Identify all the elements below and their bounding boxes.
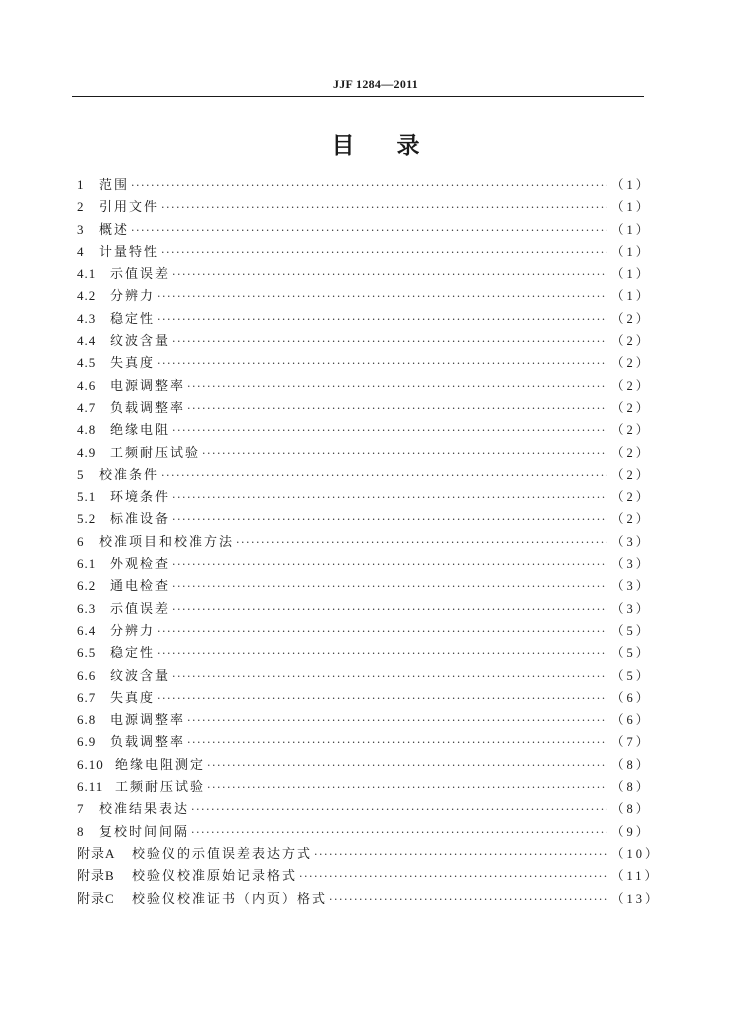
toc-entry[interactable] bbox=[77, 219, 652, 241]
toc-entry[interactable] bbox=[77, 754, 652, 776]
toc-entry-page: （1） bbox=[611, 244, 652, 259]
toc-entry-number: 7 bbox=[77, 801, 85, 817]
toc-dot-leader bbox=[172, 599, 607, 621]
toc-entry-title: 校准结果表达 bbox=[99, 802, 190, 818]
toc-entry-title: 稳定性 bbox=[110, 646, 156, 662]
toc-dot-leader bbox=[172, 509, 607, 531]
toc-entry-title: 标准设备 bbox=[110, 512, 171, 528]
toc-dot-leader bbox=[172, 487, 607, 509]
toc-entry-page: （5） bbox=[611, 646, 652, 661]
toc-entry[interactable] bbox=[77, 687, 652, 709]
toc-entry-title: 电源调整率 bbox=[110, 378, 186, 394]
toc-entry-title: 分辨力 bbox=[110, 623, 156, 639]
toc-entry[interactable] bbox=[77, 776, 652, 798]
toc-entry-page: （1） bbox=[611, 178, 652, 192]
toc-entry-title: 校验仪的示值误差表达方式 bbox=[132, 846, 313, 862]
toc-dot-leader bbox=[299, 866, 607, 888]
toc-entry-page: （2） bbox=[611, 490, 652, 505]
toc-entry[interactable] bbox=[77, 865, 661, 887]
toc-entry-number: 4.7 bbox=[77, 399, 97, 415]
toc-entry-number: 4.9 bbox=[77, 444, 97, 460]
toc-entry-page: （13） bbox=[611, 891, 661, 906]
toc-dot-leader bbox=[172, 666, 607, 688]
toc-dot-leader bbox=[161, 465, 607, 487]
toc-entry-number: 附录B bbox=[77, 868, 115, 884]
toc-entry-number: 8 bbox=[77, 823, 85, 839]
toc-dot-leader bbox=[161, 242, 607, 264]
toc-entry-page: （3） bbox=[611, 601, 652, 616]
toc-dot-leader bbox=[157, 286, 607, 308]
toc-entry-title: 绝缘电阻 bbox=[110, 423, 171, 439]
toc-dot-leader bbox=[236, 532, 607, 554]
toc-entry-title: 失真度 bbox=[110, 356, 156, 372]
toc-dot-leader bbox=[314, 844, 607, 866]
toc-dot-leader bbox=[329, 889, 607, 911]
toc-entry-number: 6.7 bbox=[77, 689, 97, 705]
toc-entry-page: （2） bbox=[611, 445, 652, 460]
toc-entry-page: （5） bbox=[611, 623, 652, 638]
toc-entry[interactable] bbox=[77, 665, 652, 687]
toc-entry[interactable] bbox=[77, 798, 652, 820]
toc-entry-page: （8） bbox=[611, 757, 652, 772]
toc-entry-title: 负载调整率 bbox=[110, 400, 186, 416]
toc-dot-leader bbox=[187, 710, 607, 732]
toc-entry-number: 4 bbox=[77, 243, 85, 259]
toc-dot-leader bbox=[157, 621, 607, 643]
toc-entry-number: 6.11 bbox=[77, 779, 104, 795]
toc-dot-leader bbox=[172, 331, 607, 353]
toc-dot-leader bbox=[202, 443, 607, 465]
toc-entry-title: 纹波含量 bbox=[110, 334, 171, 350]
toc-entry-title: 失真度 bbox=[110, 690, 156, 706]
toc-entry-page: （2） bbox=[611, 512, 652, 527]
toc-entry-page: （8） bbox=[611, 802, 652, 817]
toc-entry[interactable] bbox=[77, 308, 652, 330]
toc-entry-page: （1） bbox=[611, 267, 652, 282]
toc-entry-number: 6.10 bbox=[77, 756, 104, 772]
toc-entry[interactable] bbox=[77, 508, 652, 530]
toc-entry-number: 附录C bbox=[77, 890, 115, 906]
toc-entry-number: 附录A bbox=[77, 845, 116, 861]
toc-entry-page: （1） bbox=[611, 200, 652, 215]
toc-entry-page: （2） bbox=[611, 378, 652, 393]
toc-entry-title: 工频耐压试验 bbox=[110, 445, 201, 461]
toc-entry-number: 6.2 bbox=[77, 578, 97, 594]
toc-entry-title: 外观检查 bbox=[110, 557, 171, 573]
toc-entry[interactable] bbox=[77, 888, 661, 910]
toc-dot-leader bbox=[187, 376, 607, 398]
toc-entry[interactable] bbox=[77, 598, 652, 620]
toc-entry[interactable] bbox=[77, 575, 652, 597]
toc-entry-number: 6 bbox=[77, 533, 85, 549]
toc-dot-leader bbox=[207, 777, 607, 799]
toc-entry-title: 电源调整率 bbox=[110, 713, 186, 729]
toc-entry-page: （2） bbox=[611, 311, 652, 326]
toc-entry-page: （2） bbox=[611, 356, 652, 371]
toc-entry-number: 4.4 bbox=[77, 333, 97, 349]
toc-entry[interactable] bbox=[77, 709, 652, 731]
toc-entry-title: 负载调整率 bbox=[110, 735, 186, 751]
toc-entry[interactable] bbox=[77, 731, 652, 753]
toc-entry-number: 4.1 bbox=[77, 266, 97, 282]
toc-entry-title: 校准条件 bbox=[99, 467, 160, 483]
toc-entry-number: 1 bbox=[77, 177, 85, 192]
toc-dot-leader bbox=[191, 799, 607, 821]
toc-entry-page: （3） bbox=[611, 579, 652, 594]
toc-entry-title: 校验仪校准原始记录格式 bbox=[132, 869, 298, 885]
toc-entry-title: 通电检查 bbox=[110, 579, 171, 595]
toc-entry[interactable] bbox=[77, 285, 652, 307]
toc-entry-page: （3） bbox=[611, 534, 652, 549]
toc-entry-number: 5.2 bbox=[77, 511, 97, 527]
toc-entry-page: （8） bbox=[611, 780, 652, 795]
toc-entry[interactable] bbox=[77, 330, 652, 352]
toc-entry-page: （1） bbox=[611, 222, 652, 237]
header-rule bbox=[72, 96, 644, 97]
toc-entry[interactable] bbox=[77, 442, 652, 464]
toc-entry-title: 纹波含量 bbox=[110, 668, 171, 684]
toc-entry-title: 环境条件 bbox=[110, 490, 171, 506]
toc-entry-title: 引用文件 bbox=[99, 200, 160, 216]
toc-title: 目录 bbox=[331, 133, 462, 159]
toc-entry-number: 5.1 bbox=[77, 489, 97, 505]
toc-entry-number: 4.6 bbox=[77, 377, 97, 393]
toc-entry-number: 2 bbox=[77, 199, 85, 215]
toc-entry[interactable] bbox=[77, 419, 652, 441]
toc-entry[interactable] bbox=[77, 821, 652, 843]
toc-entry-number: 6.4 bbox=[77, 622, 97, 638]
toc-entry-title: 范围 bbox=[99, 178, 130, 193]
toc-entry[interactable] bbox=[77, 642, 652, 664]
toc-entry-page: （2） bbox=[611, 467, 652, 482]
toc-entry-title: 示值误差 bbox=[110, 601, 171, 617]
toc-entry-number: 6.9 bbox=[77, 734, 97, 750]
toc-dot-leader bbox=[172, 420, 607, 442]
toc-entry[interactable] bbox=[77, 352, 652, 374]
table-of-contents bbox=[77, 174, 661, 910]
toc-entry-title: 稳定性 bbox=[110, 311, 156, 327]
toc-entry[interactable] bbox=[77, 397, 652, 419]
toc-entry-page: （5） bbox=[611, 668, 652, 683]
toc-entry-page: （7） bbox=[611, 735, 652, 750]
toc-entry[interactable] bbox=[77, 174, 652, 196]
toc-entry-page: （11） bbox=[611, 869, 661, 884]
toc-entry-page: （3） bbox=[611, 557, 652, 572]
toc-entry-number: 4.2 bbox=[77, 288, 97, 304]
toc-dot-leader bbox=[207, 755, 607, 777]
toc-entry[interactable] bbox=[77, 553, 652, 575]
toc-entry[interactable] bbox=[77, 196, 652, 218]
toc-entry[interactable] bbox=[77, 843, 661, 865]
toc-entry[interactable] bbox=[77, 263, 652, 285]
toc-dot-leader bbox=[161, 197, 607, 219]
toc-dot-leader bbox=[157, 309, 607, 331]
toc-entry-title: 分辨力 bbox=[110, 289, 156, 305]
toc-entry[interactable] bbox=[77, 464, 652, 486]
toc-entry-page: （2） bbox=[611, 423, 652, 438]
toc-entry-page: （2） bbox=[611, 400, 652, 415]
toc-entry-title: 复校时间间隔 bbox=[99, 824, 190, 840]
toc-dot-leader bbox=[191, 822, 607, 844]
toc-entry-number: 5 bbox=[77, 466, 85, 482]
toc-dot-leader bbox=[172, 576, 607, 598]
toc-entry-title: 绝缘电阻测定 bbox=[115, 757, 206, 773]
toc-entry-page: （1） bbox=[611, 289, 652, 304]
toc-entry-number: 3 bbox=[77, 221, 85, 237]
toc-entry-page: （9） bbox=[611, 824, 652, 839]
toc-entry-title: 校验仪校准证书（内页）格式 bbox=[132, 891, 328, 907]
toc-dot-leader bbox=[131, 175, 607, 197]
toc-entry-page: （6） bbox=[611, 690, 652, 705]
toc-dot-leader bbox=[157, 353, 607, 375]
toc-entry-number: 4.8 bbox=[77, 422, 97, 438]
toc-entry[interactable] bbox=[77, 486, 652, 508]
toc-dot-leader bbox=[187, 398, 607, 420]
toc-entry-number: 6.1 bbox=[77, 556, 97, 572]
toc-entry-number: 4.5 bbox=[77, 355, 97, 371]
toc-entry-number: 6.3 bbox=[77, 600, 97, 616]
toc-entry-title: 计量特性 bbox=[99, 244, 160, 260]
toc-dot-leader bbox=[157, 643, 607, 665]
toc-dot-leader bbox=[157, 688, 607, 710]
toc-dot-leader bbox=[131, 220, 607, 242]
toc-entry-number: 6.6 bbox=[77, 667, 97, 683]
toc-dot-leader bbox=[172, 554, 607, 576]
toc-entry-number: 4.3 bbox=[77, 310, 97, 326]
toc-entry-title: 示值误差 bbox=[110, 267, 171, 283]
toc-dot-leader bbox=[172, 264, 607, 286]
toc-entry[interactable] bbox=[77, 375, 652, 397]
toc-entry[interactable] bbox=[77, 531, 652, 553]
document-code-header: JJF 1284—2011 bbox=[332, 77, 419, 91]
toc-dot-leader bbox=[187, 732, 607, 754]
toc-entry-title: 概述 bbox=[99, 222, 130, 238]
toc-entry[interactable] bbox=[77, 241, 652, 263]
toc-entry-number: 6.5 bbox=[77, 645, 97, 661]
toc-entry-page: （10） bbox=[611, 846, 661, 861]
toc-entry-number: 6.8 bbox=[77, 712, 97, 728]
toc-entry[interactable] bbox=[77, 620, 652, 642]
toc-entry-title: 校准项目和校准方法 bbox=[99, 534, 235, 550]
toc-entry-page: （2） bbox=[611, 334, 652, 349]
toc-entry-title: 工频耐压试验 bbox=[115, 780, 206, 796]
toc-entry-page: （6） bbox=[611, 713, 652, 728]
